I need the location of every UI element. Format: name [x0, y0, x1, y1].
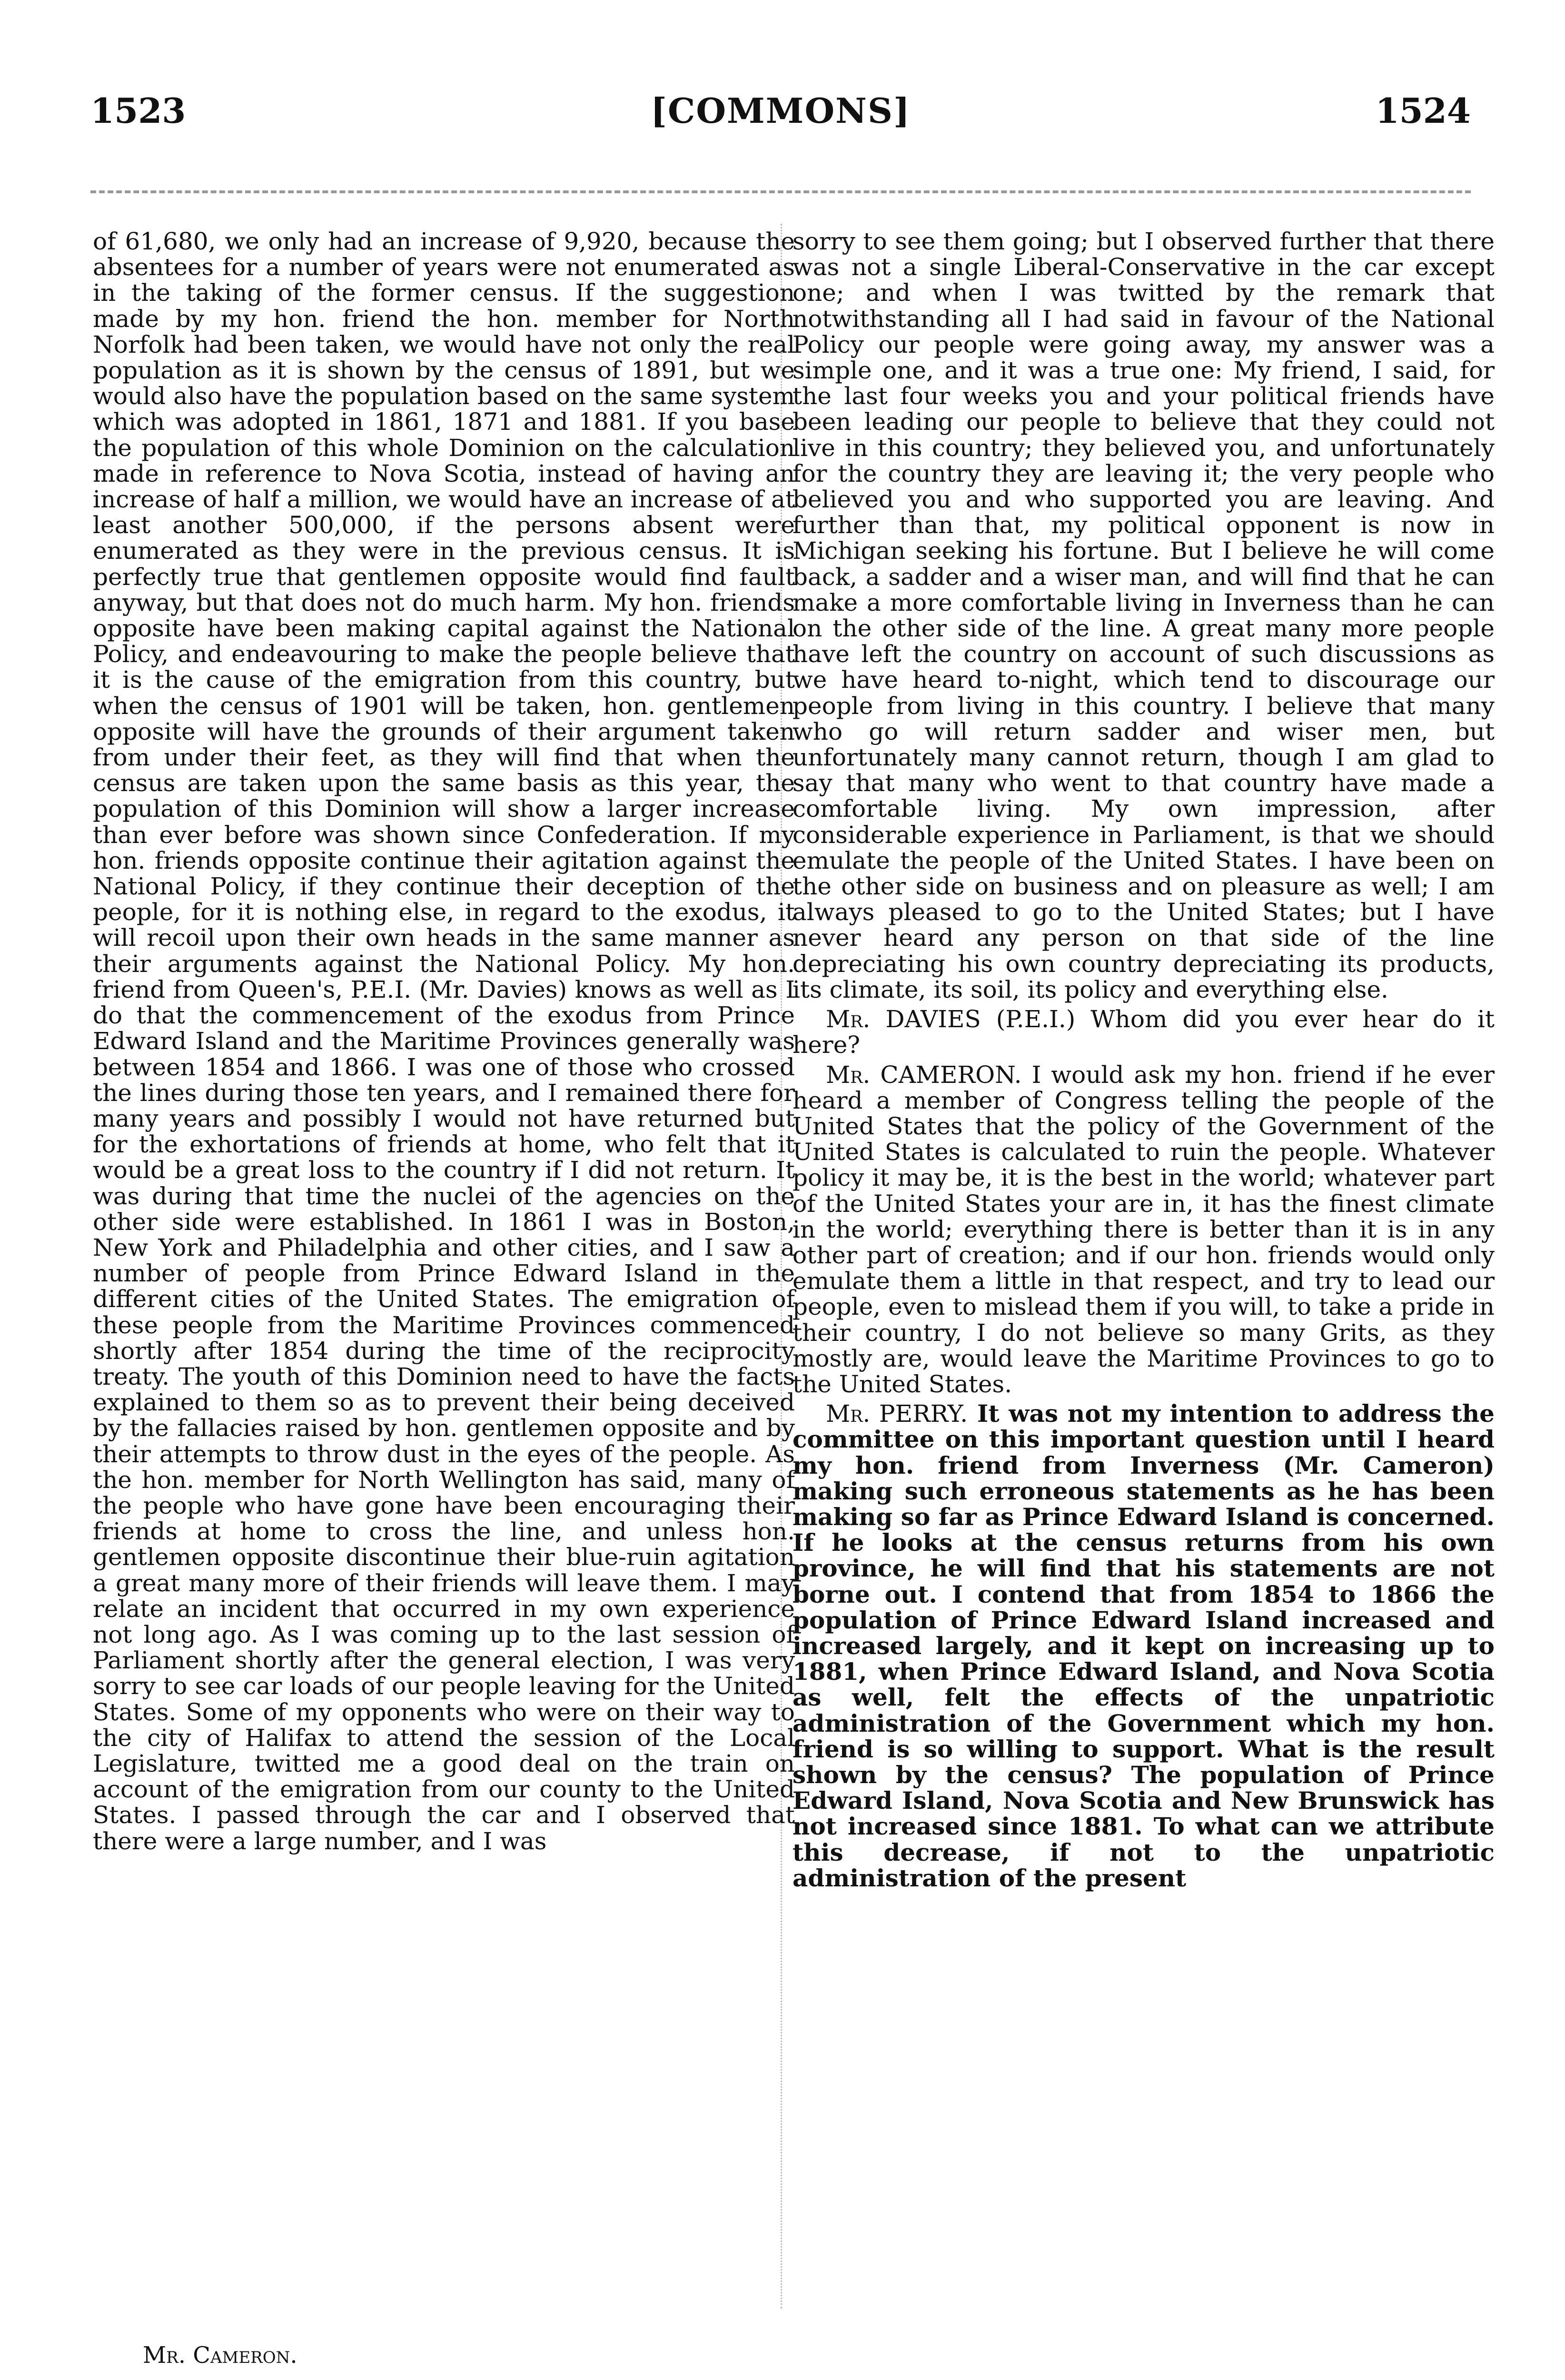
- speech-cameron: [792, 1062, 1495, 1398]
- speaker-name: Mr. DAVIES (P.E.I.): [826, 1005, 1076, 1033]
- header-rule: [90, 190, 1471, 193]
- speech-text: I would ask my hon. friend if he ever heard a member of Congress telling the people of the United States that the policy of the Government of the United States is calculated to ruin the people. Whatever policy it may be, it is the best in the world; whatever part of the United States your are in, it has the finest climate in the world; everything there is better than it is in any other part of creation; and if our hon. friends would only emulate them a little in that respect, and try to lead our people, even to mislead them if you will, to take a pride in their country, I do not believe so many Grits, as they mostly are, would leave the Maritime Provinces to go to the United States.: [792, 1061, 1495, 1398]
- page-header: [71, 71, 1490, 152]
- speaker-name: Mr. PERRY.: [826, 1400, 968, 1428]
- speaker-name: Mr. CAMERON.: [826, 1061, 1022, 1089]
- left-column: [93, 228, 795, 1858]
- page-title: [COMMONS]: [650, 90, 911, 131]
- page-number-right: 1524: [1375, 90, 1471, 131]
- page-number-left: 1523: [90, 90, 186, 131]
- page-footer: Mr. Cameron.: [143, 2342, 297, 2369]
- speech-text: It was not my intention to address the committee on this important question until I heard my hon. friend from Inverness (Mr. Cameron) making such erroneous statements as he has been making so far as Prince Edward Island is concerned. If he looks at the census returns from his own province, he will find that his statements are not borne out. I contend that from 1854 to 1866 the population of Prince Edward Island increased and increased largely, and it kept on increasing up to 1881, when Prince Edward Island, and Nova Scotia as well, felt the effects of the unpatriotic administration of the Government which my hon. friend is so willing to support. What is the result shown by the census? The population of Prince Edward Island, Nova Scotia and New Brunswick has not increased since 1881. To what can we attribute this decrease, if not to the unpatriotic administration of the present: [792, 1399, 1495, 1892]
- speech-davies: [792, 1006, 1495, 1058]
- left-paragraph: of 61,680, we only had an increase of 9,920, because the absentees for a number of years were not enumerated as in the taking of the former census. If the suggestion made by my hon. friend the hon. member for North Norfolk had been taken, we would have not only the real population as it is shown by the census of 1891, but we would also have the population based on the same system which was adopted in 1861, 1871 and 1881. If you base the population of this whole Dominion on the calculation made in reference to Nova Scotia, instead of having an increase of half a million, we would have an increase of at least another 500,000, if the persons absent were enumerated as they were in the previous census. It is perfectly true that gentlemen opposite would find fault anyway, but that does not do much harm. My hon. friends opposite have been making capital against the National Policy, and endeavouring to make the people believe that it is the cause of the emigration from this country, but when the census of 1901 will be taken, hon. gentlemen opposite will have the grounds of their argument taken from under their feet, as they will find that when the census are taken upon the same basis as this year, the population of this Dominion will show a larger increase than ever before was shown since Confederation. If my hon. friends opposite continue their agitation against the National Policy, if they continue their deception of the people, for it is nothing else, in regard to the exodus, it will recoil upon their own heads in the same manner as their arguments against the National Policy. My hon. friend from Queen's, P.E.I. (Mr. Davies) knows as well as I do that the commencement of the exodus from Prince Edward Island and the Maritime Provinces generally was between 1854 and 1866. I was one of those who crossed the lines during those ten years, and I remained there for many years and possibly I would not have returned but for the exhortations of friends at home, who felt that it would be a great loss to the country if I did not return. It was during that time the nuclei of the agencies on the other side were established. In 1861 I was in Boston, New York and Philadelphia and other cities, and I saw a number of people from Prince Edward Island in the different cities of the United States. The emigration of these people from the Maritime Provinces commenced shortly after 1854 during the time of the reciprocity treaty. The youth of this Dominion need to have the facts explained to them so as to prevent their being deceived by the fallacies raised by hon. gentlemen opposite and by their attempts to throw dust in the eyes of the people. As the hon. member for North Wellington has said, many of the people who have gone have been encouraging their friends at home to cross the line, and unless hon. gentlemen opposite discontinue their blue-ruin agitation a great many more of their friends will leave them. I may relate an incident that occurred in my own experience not long ago. As I was coming up to the last session of Parliament shortly after the general election, I was very sorry to see car loads of our people leaving for the United States. Some of my opponents who were on their way to the city of Halifax to attend the session of the Local Legislature, twitted me a good deal on the train on account of the emigration from our county to the United States. I passed through the car and I observed that there were a large number, and I was: [93, 228, 795, 1855]
- speech-perry: [792, 1401, 1495, 1891]
- speech-text: Whom did you ever hear do it here?: [792, 1005, 1495, 1059]
- right-column: [792, 228, 1495, 1895]
- right-paragraph-continued: sorry to see them going; but I observed further that there was not a single Liberal-Conservative in the car except one; and when I was twitted by the remark that notwithstanding all I had said in favour of the National Policy our people were going away, my answer was a simple one, and it was a true one: My friend, I said, for the last four weeks you and your political friends have been leading our people to believe that they could not live in this country; they believed you, and unfortunately for the country they are leaving it; the very people who believed you and who supported you are leaving. And further than that, my political opponent is now in Michigan seeking his fortune. But I believe he will come back, a sadder and a wiser man, and will find that he can make a more comfortable living in Inverness than he can on the other side of the line. A great many more people have left the country on account of such discussions as we have heard to-night, which tend to discourage our people from living in this country. I believe that many who go will return sadder and wiser men, but unfortunately many cannot return, though I am glad to say that many who went to that country have made a comfortable living. My own impression, after considerable experience in Parliament, is that we should emulate the people of the United States. I have been on the other side on business and on pleasure as well; I am always pleased to go to the United States; but I have never heard any person on that side of the line depreciating his own country depreciating its products, its climate, its soil, its policy and everything else.: [792, 228, 1495, 1003]
